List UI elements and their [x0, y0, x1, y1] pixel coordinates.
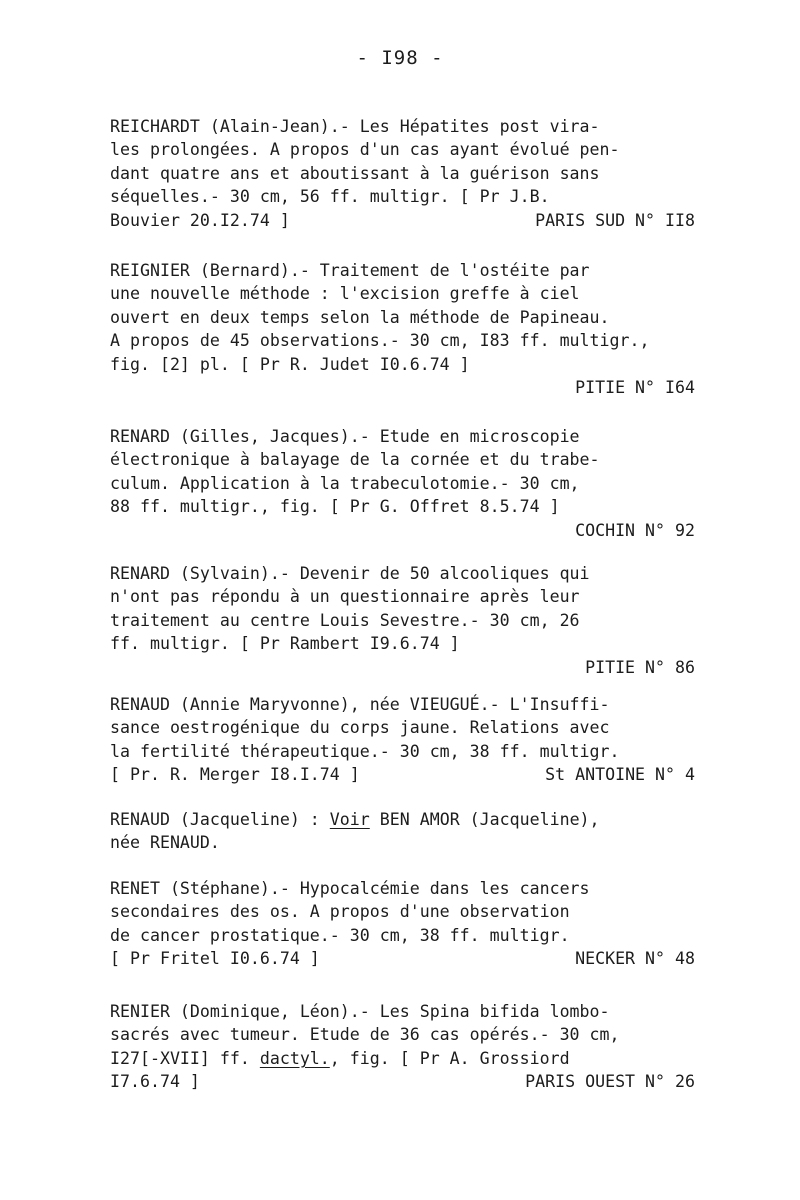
entry-location: PARIS OUEST N° 26: [525, 1072, 695, 1092]
entry-line: une nouvelle méthode : l'excision greffe à ciel: [110, 284, 580, 304]
entry-line: RENAUD (Annie Maryvonne), née VIEUGUÉ.- L'Insuffi-: [110, 695, 610, 714]
entry-citation-end: I7.6.74 ]: [110, 1072, 200, 1092]
entry-reichardt: [110, 115, 695, 232]
entry-last-line: [110, 209, 695, 232]
dactyl-prefix: I27[-XVII] ff.: [110, 1048, 260, 1068]
see-target: BEN AMOR (Jacqueline),: [369, 810, 600, 829]
entry-line: RENET (Stéphane).- Hypocalcémie dans les cancers: [110, 879, 590, 898]
entry-line: ff. multigr. [ Pr Rambert I9.6.74 ]: [110, 634, 460, 654]
entry-last-line: [110, 947, 695, 970]
entry-line: ouvert en deux temps selon la méthode de Papineau.: [110, 307, 610, 327]
entry-line: REIGNIER (Bernard).- Traitement de l'ostéite par: [110, 261, 590, 280]
entry-renaud-annie: [110, 693, 695, 787]
entry-renard-gilles: [110, 425, 695, 542]
see-prefix: RENAUD (Jacqueline) :: [110, 810, 330, 829]
entry-location: PARIS SUD N° II8: [535, 210, 695, 230]
entry-location: NECKER N° 48: [575, 949, 695, 969]
dactyl-suffix: , fig. [ Pr A. Grossiord: [329, 1048, 570, 1068]
entry-renet: [110, 877, 695, 971]
dactyl-word: dactyl.: [259, 1048, 330, 1068]
entry-last-line: [110, 763, 695, 786]
entry-line: [110, 808, 695, 831]
entry-line: traitement au centre Louis Sevestre.- 30 cm, 26: [110, 610, 580, 630]
entry-reignier: [110, 259, 695, 399]
page-number: - I98 -: [356, 47, 444, 69]
entry-line: née RENAUD.: [110, 833, 220, 853]
entry-line: les prolongées. A propos d'un cas ayant évolué pen-: [110, 140, 620, 160]
entry-line: secondaires des os. A propos d'une observation: [110, 902, 570, 922]
entry-line: RENARD (Sylvain).- Devenir de 50 alcooliques qui: [110, 564, 590, 583]
entry-line: RENARD (Gilles, Jacques).- Etude en microscopie: [110, 427, 580, 446]
entry-line: fig. [2] pl. [ Pr R. Judet I0.6.74 ]: [110, 354, 470, 374]
entry-line: RENIER (Dominique, Léon).- Les Spina bifida lombo-: [110, 1002, 610, 1021]
entry-line: de cancer prostatique.- 30 cm, 38 ff. multigr.: [110, 925, 570, 945]
entry-citation-end: [ Pr Fritel I0.6.74 ]: [110, 949, 320, 969]
entry-line: n'ont pas répondu à un questionnaire après leur: [110, 587, 580, 607]
entry-line: dant quatre ans et aboutissant à la guérison sans: [110, 163, 600, 183]
entry-line: la fertilité thérapeutique.- 30 cm, 38 ff. multigr.: [110, 741, 620, 761]
entry-location: PITIE N° 86: [585, 657, 695, 677]
entry-line: REICHARDT (Alain-Jean).- Les Hépatites post vira-: [110, 117, 600, 136]
entry-location: St ANTOINE N° 4: [545, 765, 695, 785]
entry-location: COCHIN N° 92: [575, 520, 695, 540]
entry-renier: [110, 1000, 695, 1094]
entry-line: séquelles.- 30 cm, 56 ff. multigr. [ Pr J.B.: [110, 187, 550, 207]
entry-citation-end: [ Pr. R. Merger I8.I.74 ]: [110, 765, 360, 785]
entry-line: sance oestrogénique du corps jaune. Relations avec: [110, 718, 610, 738]
entry-line: [110, 1047, 695, 1070]
entry-citation-end: Bouvier 20.I2.74 ]: [110, 210, 290, 230]
entry-line: 88 ff. multigr., fig. [ Pr G. Offret 8.5.74 ]: [110, 497, 560, 517]
entry-line: A propos de 45 observations.- 30 cm, I83 ff. multigr.,: [110, 331, 650, 351]
entry-renard-sylvain: [110, 562, 695, 679]
entry-line: culum. Application à la trabeculotomie.- 30 cm,: [110, 473, 580, 493]
entry-last-line: [110, 1070, 695, 1093]
entry-line: électronique à balayage de la cornée et du trabe-: [110, 450, 600, 470]
entry-line: sacrés avec tumeur. Etude de 36 cas opérés.- 30 cm,: [110, 1025, 620, 1045]
see-reference-word: Voir: [329, 810, 370, 829]
entry-location: PITIE N° I64: [575, 377, 695, 397]
entry-renaud-jacqueline: [110, 808, 695, 855]
